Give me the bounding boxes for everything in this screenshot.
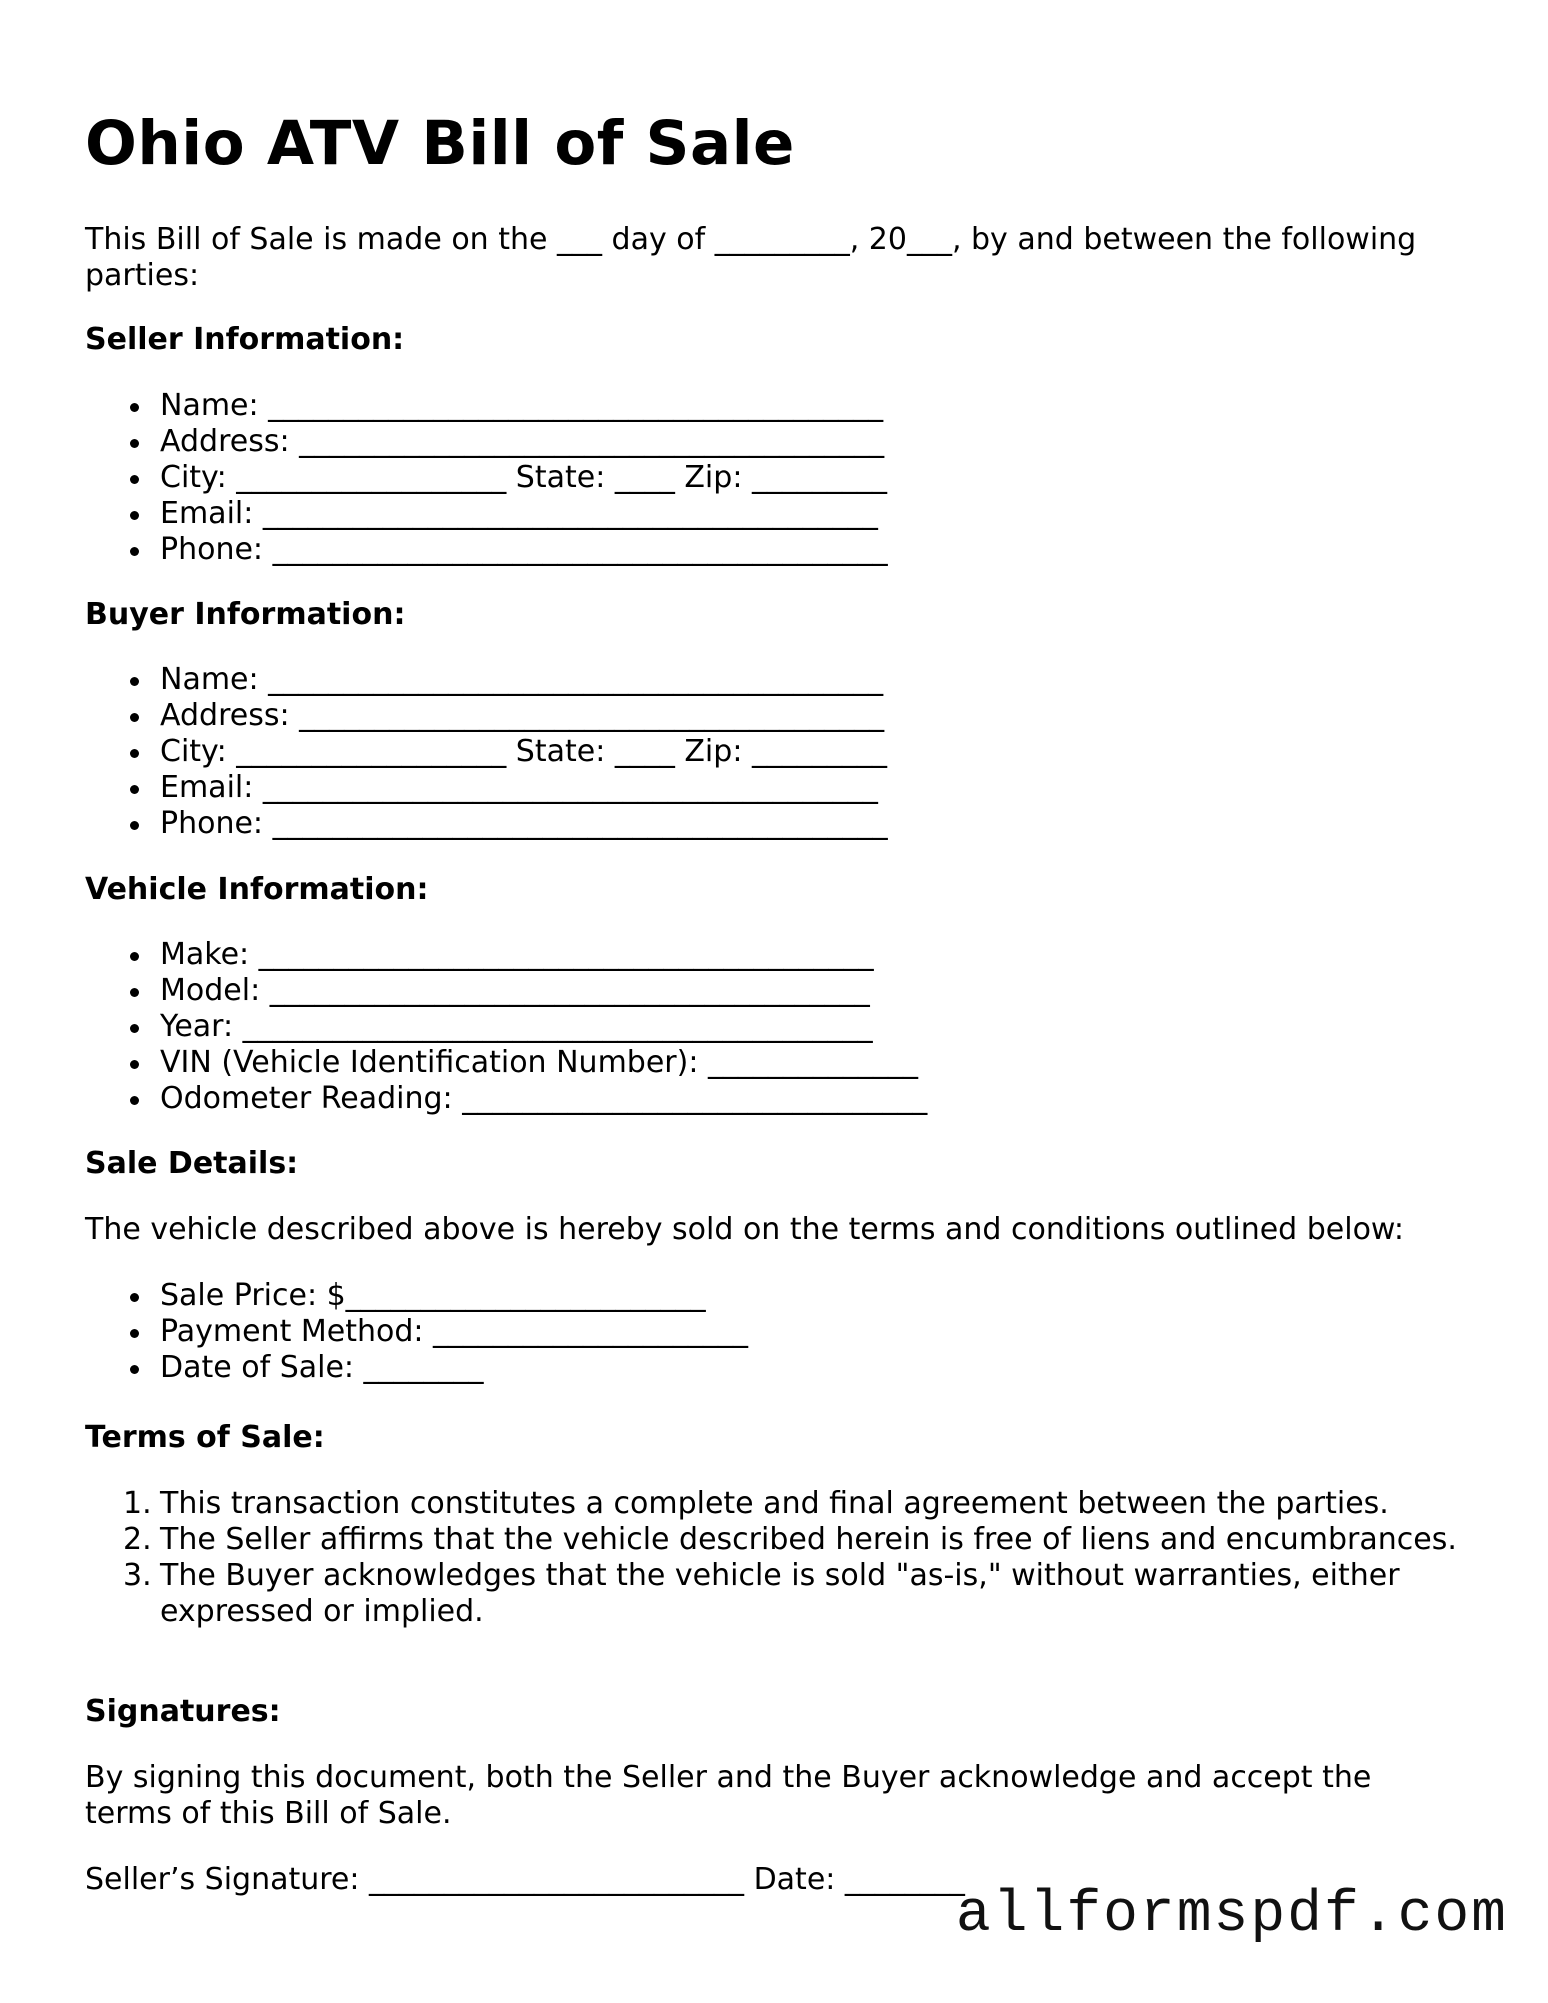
buyer-name-field[interactable]: Name: _________________________________________ bbox=[85, 662, 888, 698]
term-text: The Seller affirms that the vehicle described herein is free of liens and encumbrances. bbox=[160, 1522, 1457, 1557]
buyer-fields bbox=[85, 662, 888, 842]
terms-heading: Terms of Sale: bbox=[85, 1420, 325, 1455]
seller-fields bbox=[85, 388, 888, 568]
vehicle-make-field[interactable]: Make: _________________________________________ bbox=[85, 937, 927, 973]
seller-heading: Seller Information: bbox=[85, 322, 405, 357]
buyer-email-field[interactable]: Email: _________________________________________ bbox=[85, 770, 888, 806]
seller-name-field[interactable]: Name: _________________________________________ bbox=[85, 388, 888, 424]
intro-paragraph: This Bill of Sale is made on the ___ day of _________, 20___, by and between the following parties: bbox=[85, 222, 1417, 293]
sale-heading: Sale Details: bbox=[85, 1146, 299, 1181]
seller-signature-line[interactable]: Seller’s Signature: _________________________ Date: ________ bbox=[85, 1862, 965, 1897]
buyer-heading: Buyer Information: bbox=[85, 597, 406, 632]
vehicle-model-field[interactable]: Model: ________________________________________ bbox=[85, 973, 927, 1009]
term-item bbox=[85, 1486, 1480, 1522]
term-item bbox=[85, 1558, 1480, 1630]
buyer-phone-field[interactable]: Phone: _________________________________________ bbox=[85, 806, 888, 842]
vehicle-fields bbox=[85, 937, 927, 1117]
buyer-address-field[interactable]: Address: _______________________________________ bbox=[85, 698, 888, 734]
date-of-sale-field[interactable]: Date of Sale: ________ bbox=[85, 1350, 748, 1386]
term-text: The Buyer acknowledges that the vehicle is sold "as-is," without warranties, either expressed or implied. bbox=[160, 1558, 1400, 1629]
signatures-statement: By signing this document, both the Seller and the Buyer acknowledge and accept the terms of this Bill of Sale. bbox=[85, 1760, 1372, 1831]
seller-address-field[interactable]: Address: _______________________________________ bbox=[85, 424, 888, 460]
term-number: 2. bbox=[123, 1522, 152, 1557]
vehicle-vin-field[interactable]: VIN (Vehicle Identification Number): ______________ bbox=[85, 1045, 927, 1081]
watermark: allformspdf.com bbox=[955, 1883, 1508, 1948]
term-text: This transaction constitutes a complete and final agreement between the parties. bbox=[160, 1486, 1389, 1521]
sale-fields bbox=[85, 1278, 748, 1386]
vehicle-heading: Vehicle Information: bbox=[85, 872, 429, 907]
vehicle-odometer-field[interactable]: Odometer Reading: _______________________________ bbox=[85, 1081, 927, 1117]
payment-method-field[interactable]: Payment Method: _____________________ bbox=[85, 1314, 748, 1350]
signatures-heading: Signatures: bbox=[85, 1694, 281, 1729]
document-title: Ohio ATV Bill of Sale bbox=[85, 108, 795, 179]
term-number: 3. bbox=[123, 1558, 152, 1593]
seller-phone-field[interactable]: Phone: _________________________________________ bbox=[85, 532, 888, 568]
term-number: 1. bbox=[123, 1486, 152, 1521]
seller-city-state-zip-field[interactable]: City: __________________ State: ____ Zip: _________ bbox=[85, 460, 888, 496]
seller-email-field[interactable]: Email: _________________________________________ bbox=[85, 496, 888, 532]
terms-list bbox=[85, 1486, 1480, 1630]
term-item bbox=[85, 1522, 1480, 1558]
sale-description: The vehicle described above is hereby sold on the terms and conditions outlined below: bbox=[85, 1212, 1404, 1247]
sale-price-field[interactable]: Sale Price: $________________________ bbox=[85, 1278, 748, 1314]
vehicle-year-field[interactable]: Year: __________________________________________ bbox=[85, 1009, 927, 1045]
buyer-city-state-zip-field[interactable]: City: __________________ State: ____ Zip: _________ bbox=[85, 734, 888, 770]
